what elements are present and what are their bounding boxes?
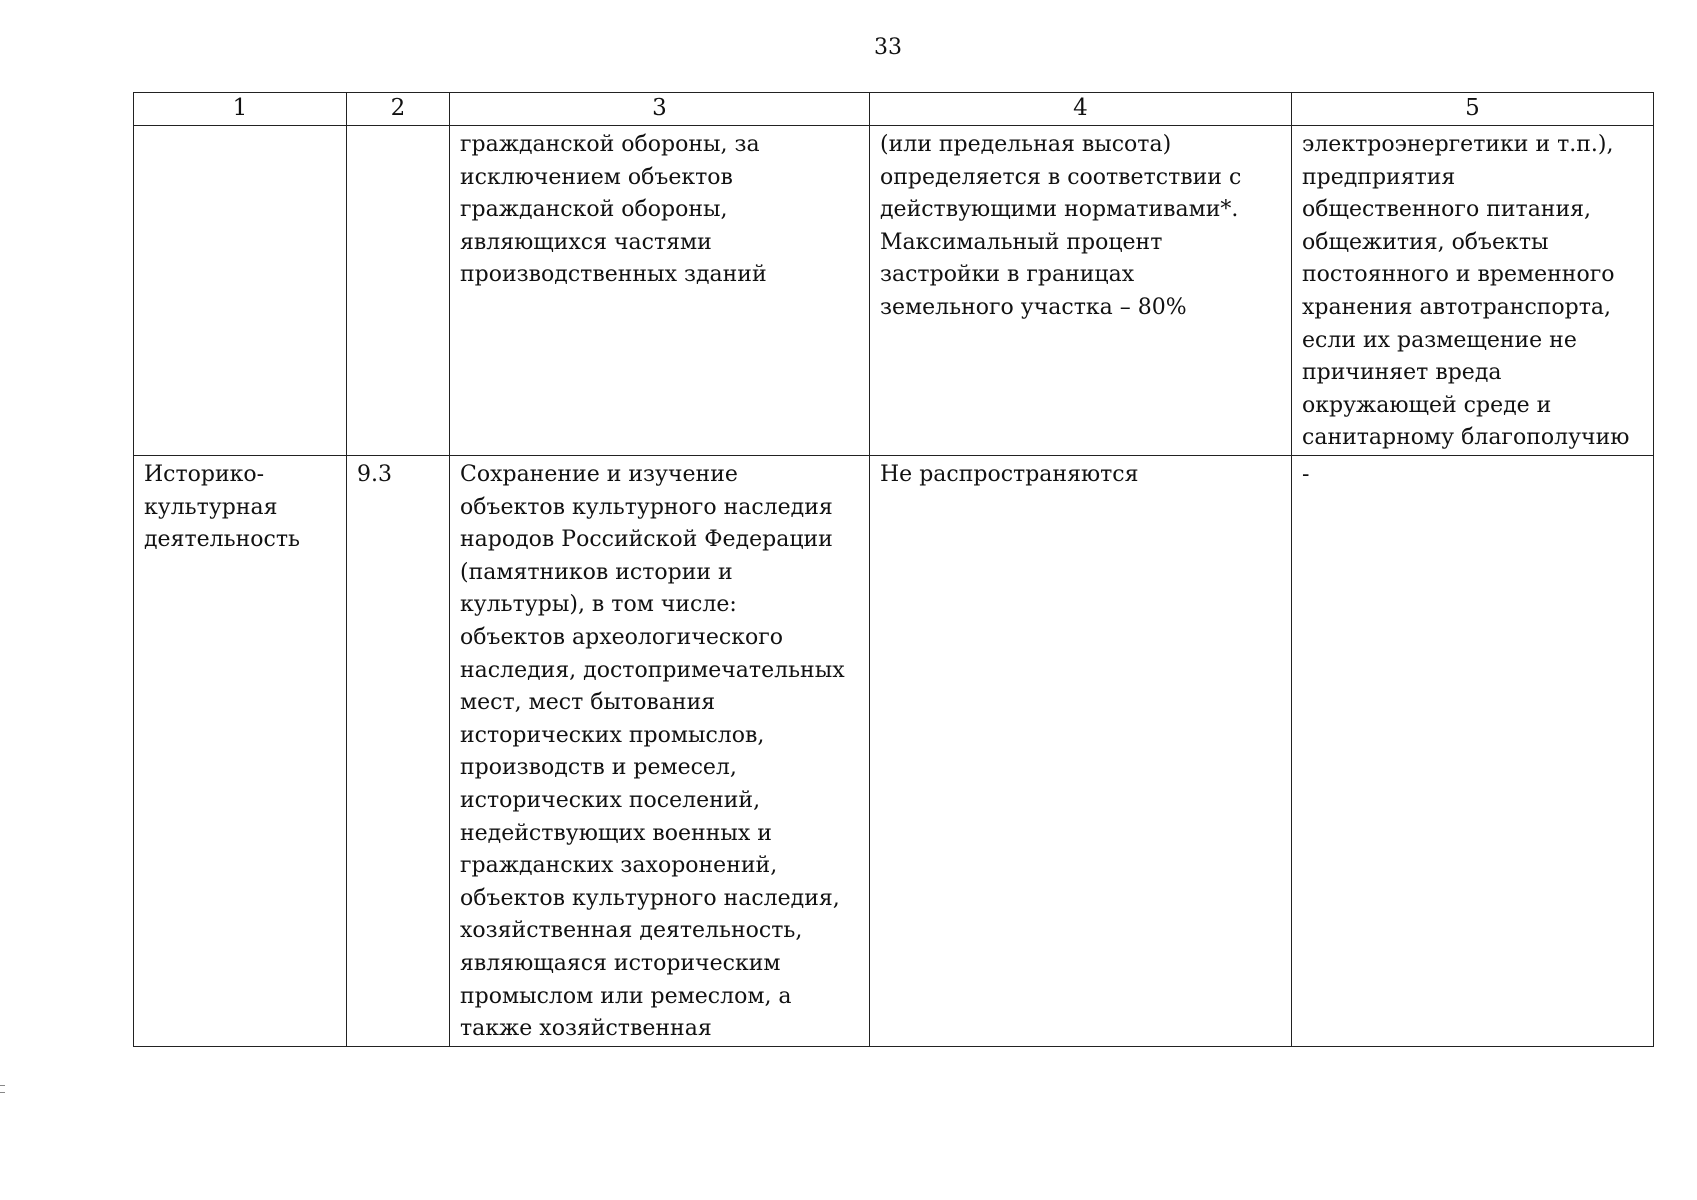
cell-text: электроэнергетики и т.п.), предприятия общественного питания, общежития, объекты постоянного и временного хранения автотранспорта, если их размещение не причиняет вреда окружающей среде и санитарному благополучию xyxy=(1302,132,1630,451)
use-type-code-cell xyxy=(347,126,450,456)
table-row xyxy=(134,126,1654,456)
permitted-use-table xyxy=(133,92,1654,1047)
table-row xyxy=(134,456,1654,1047)
cell-text: 9.3 xyxy=(357,462,392,487)
column-header-4: 4 xyxy=(870,93,1292,126)
use-type-code-cell xyxy=(347,456,450,1047)
column-header-3: 3 xyxy=(450,93,870,126)
parameters-cell xyxy=(870,126,1292,456)
cell-text: - xyxy=(1302,462,1310,487)
column-header-2: 2 xyxy=(347,93,450,126)
use-type-name-cell xyxy=(134,126,347,456)
use-type-name-cell xyxy=(134,456,347,1047)
use-description-cell xyxy=(450,456,870,1047)
cell-text: Сохранение и изучение объектов культурного наследия народов Российской Федерации (памятников истории и культуры), в том числе: объектов археологического наследия, достопримечательных мест, мест бытования исторических промыслов, производств и ремесел, исторических поселений, недействующих военных и гражданских захоронений, объектов культурного наследия, хозяйственная деятельность, являющаяся историческим промыслом или ремеслом, а также хозяйственная xyxy=(460,462,845,1042)
cell-text: Историко- культурная деятельность xyxy=(144,462,300,553)
cell-text: гражданской обороны, за исключением объектов гражданской обороны, являющихся частями производственных зданий xyxy=(460,132,767,288)
conditional-uses-cell xyxy=(1292,456,1654,1047)
use-description-cell xyxy=(450,126,870,456)
cell-text: (или предельная высота) определяется в соответствии с действующими нормативами*. Максимальный процент застройки в границах земельного участка – 80% xyxy=(880,132,1242,320)
table-header-row xyxy=(134,93,1654,126)
page-number: 33 xyxy=(874,35,902,60)
column-header-1: 1 xyxy=(134,93,347,126)
scan-margin-mark xyxy=(0,1085,5,1093)
column-header-5: 5 xyxy=(1292,93,1654,126)
parameters-cell xyxy=(870,456,1292,1047)
conditional-uses-cell xyxy=(1292,126,1654,456)
cell-text: Не распространяются xyxy=(880,462,1139,487)
